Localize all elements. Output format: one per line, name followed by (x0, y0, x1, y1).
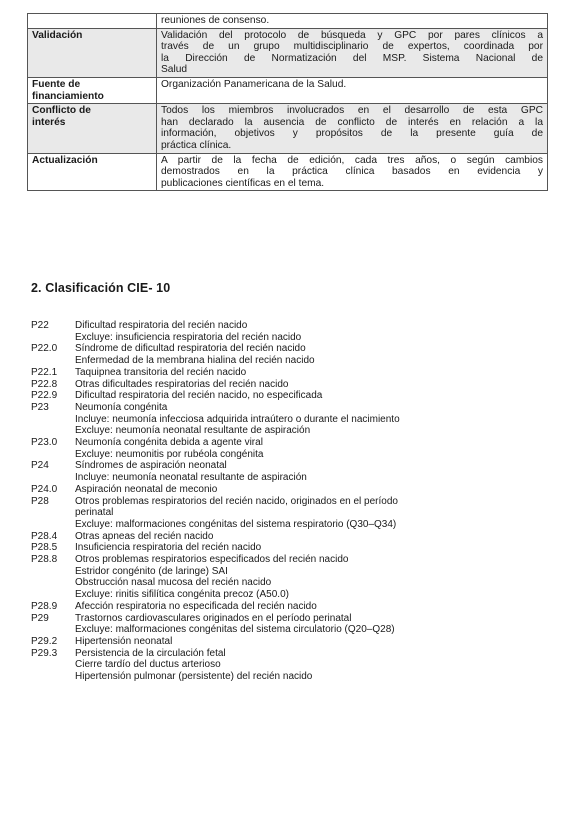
metadata-value-line: la Dirección de Normatización del MSP. Sistema Nacional de (161, 52, 543, 64)
icd-code: P28.8 (31, 554, 58, 566)
icd-code-entry (31, 542, 551, 554)
icd-code-entry (31, 601, 551, 613)
icd-code: P23.0 (31, 437, 58, 449)
icd-code-entry (31, 613, 551, 636)
metadata-label: Conflicto de interés (28, 104, 157, 153)
icd-code: P22.0 (31, 343, 58, 355)
icd-code: P24 (31, 460, 49, 472)
icd-description-line: Síndrome de dificultad respiratoria del recién nacido (75, 343, 306, 355)
metadata-value (157, 77, 548, 103)
metadata-value-line: demostrados en la práctica clínica basados en evidencia y (161, 166, 543, 178)
icd-description-line: Insuficiencia respiratoria del recién nacido (75, 542, 262, 554)
icd-code-entry (31, 390, 551, 402)
icd-description-line: Excluye: rinitis sifilítica congénita precoz (A50.0) (75, 589, 289, 601)
icd-description-line: Taquipnea transitoria del recién nacido (75, 366, 247, 378)
icd-description-line: Excluye: insuficiencia respiratoria del recién nacido (75, 331, 302, 343)
metadata-value-line: Todos los miembros involucrados en el desarrollo de esta GPC (161, 105, 543, 117)
icd-description-line: Excluye: malformaciones congénitas del sistema circulatorio (Q20–Q28) (75, 624, 395, 636)
icd-code: P22 (31, 320, 49, 331)
icd-code-entry (31, 320, 551, 343)
icd-code-entry (31, 367, 551, 379)
icd-code-entry (31, 636, 551, 648)
metadata-value-line: han declarado la ausencia de conflicto de interés en relación a la (161, 116, 543, 128)
metadata-row (28, 153, 548, 191)
metadata-value (157, 153, 548, 191)
icd-description-line: Incluye: neumonía infecciosa adquirida intraútero o durante el nacimiento (75, 413, 400, 425)
icd-description-line: Síndromes de aspiración neonatal (75, 460, 227, 472)
metadata-table-body (28, 14, 548, 191)
section-heading: 2. Clasificación CIE- 10 (31, 281, 171, 295)
icd-code: P24.0 (31, 483, 58, 495)
icd-description-line: Otros problemas respiratorios especificados del recién nacido (75, 554, 349, 566)
icd-code: P28.9 (31, 600, 58, 612)
metadata-value-line: Validación del protocolo de búsqueda y GPC por pares clínicos a (161, 29, 543, 41)
icd-description-line: Estridor congénito (de laringe) SAI (75, 565, 228, 577)
guideline-metadata-table (27, 13, 548, 191)
icd-description-line: Excluye: neumonía neonatal resultante de aspiración (75, 425, 311, 437)
icd-code: P28 (31, 495, 49, 507)
icd-description-line: Hipertensión pulmonar (persistente) del recién nacido (75, 671, 313, 683)
icd-code-entry (31, 460, 551, 483)
metadata-label: Actualización (28, 153, 157, 191)
metadata-value-line: información, objetivos y propósitos de la presente guía de (161, 128, 543, 140)
icd-description-line: Hipertensión neonatal (75, 635, 173, 647)
icd-code-entry (31, 648, 551, 683)
metadata-label (28, 14, 157, 29)
icd-description-line: Excluye: malformaciones congénitas del sistema respiratorio (Q30–Q34) (75, 518, 397, 530)
icd-code-entry (31, 554, 551, 601)
icd-description-line: Persistencia de la circulación fetal (75, 647, 226, 659)
icd-description-line: Dificultad respiratoria del recién nacido (75, 320, 248, 331)
icd-code-entry (31, 484, 551, 496)
metadata-row (28, 14, 548, 29)
metadata-label: Validación (28, 28, 157, 77)
metadata-value-line: Salud (161, 64, 188, 76)
icd-description-line: Afección respiratoria no especificada del recién nacido (75, 600, 317, 612)
icd-description-line: Obstrucción nasal mucosa del recién nacido (75, 577, 272, 589)
metadata-row (28, 77, 548, 103)
icd-code: P23 (31, 401, 49, 413)
metadata-value (157, 14, 548, 29)
icd-code-entry (31, 343, 551, 366)
icd-description-line: perinatal (75, 507, 114, 519)
icd-code: P29.3 (31, 647, 58, 659)
icd-code: P29 (31, 612, 49, 624)
metadata-value-line: Organización Panamericana de la Salud. (161, 78, 347, 90)
icd-code-entry (31, 437, 551, 460)
icd-code-entry (31, 379, 551, 391)
icd-description-line: Cierre tardío del ductus arterioso (75, 659, 221, 671)
icd-code: P22.8 (31, 378, 58, 390)
metadata-row (28, 104, 548, 153)
icd-description-line: Incluye: neumonía neonatal resultante de aspiración (75, 472, 307, 484)
metadata-row (28, 28, 548, 77)
metadata-value-line: través de un grupo multidisciplinario de expertos, coordinada por (161, 41, 543, 53)
metadata-value (157, 28, 548, 77)
icd-description-line: Aspiración neonatal de meconio (75, 483, 218, 495)
icd-code: P22.1 (31, 366, 58, 378)
icd-description-line: Enfermedad de la membrana hialina del recién nacido (75, 355, 315, 367)
icd-code: P22.9 (31, 390, 58, 402)
metadata-value-line: publicaciones científicas en el tema. (161, 177, 325, 189)
metadata-label: Fuente de financiamiento (28, 77, 157, 103)
icd-description-line: Otras apneas del recién nacido (75, 530, 214, 542)
metadata-value-line: práctica clínica. (161, 139, 232, 151)
icd-description-line: Excluye: neumonitis por rubéola congénita (75, 448, 264, 460)
icd-description-line: Otras dificultades respiratorias del recién nacido (75, 378, 289, 390)
icd-code-entry (31, 531, 551, 543)
icd-code: P29.2 (31, 635, 58, 647)
metadata-value-line: A partir de la fecha de edición, cada tres años, o según cambios (161, 154, 543, 166)
icd-description-line: Neumonía congénita debida a agente viral (75, 437, 263, 449)
icd-code-entry (31, 496, 551, 531)
icd10-code-list (31, 320, 551, 683)
icd-description-line: Otros problemas respiratorios del recién nacido, originados en el período (75, 495, 398, 507)
metadata-value (157, 104, 548, 153)
icd-code: P28.4 (31, 530, 58, 542)
icd-code-entry (31, 402, 551, 437)
icd-description-line: Dificultad respiratoria del recién nacido, no especificada (75, 390, 323, 402)
icd-description-line: Neumonía congénita (75, 401, 168, 413)
icd-description-line: Trastornos cardiovasculares originados en el período perinatal (75, 612, 352, 624)
icd-code: P28.5 (31, 542, 58, 554)
metadata-value-line: reuniones de consenso. (161, 15, 270, 26)
